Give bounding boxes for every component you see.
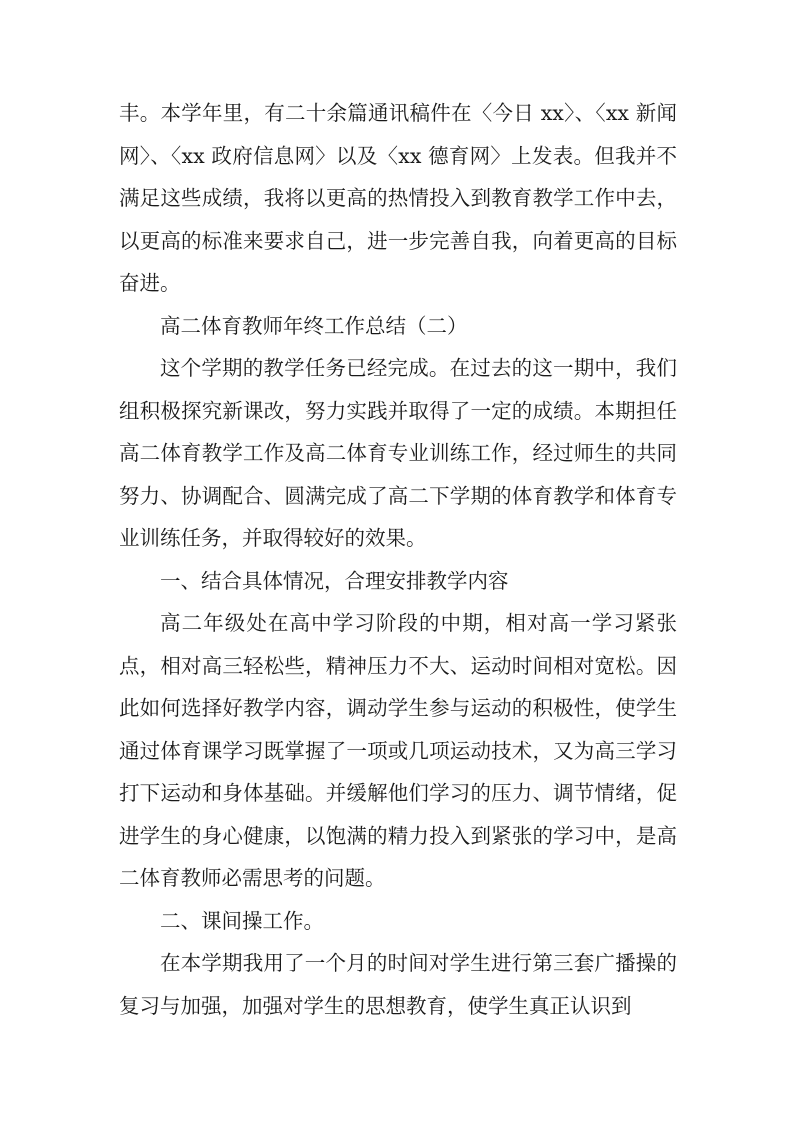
heading-teaching-content: 一、结合具体情况，合理安排教学内容 — [160, 568, 509, 593]
section-title: 高二体育教师年终工作总结（二） — [160, 313, 468, 338]
document-body — [119, 92, 677, 1027]
heading-break-exercise: 二、课间操工作。 — [160, 908, 324, 933]
paragraph-continuation: 丰。本学年里，有二十余篇通讯稿件在〈今日 xx〉、〈xx 新闻网〉、〈xx 政府信息网〉以及〈xx 德育网〉上发表。但我并不满足这些成绩，我将以更高的热情投入到教育教学工作中去，以更高的标准来要求自己，进一步完善自我，向着更高的目标奋进。 — [119, 101, 677, 295]
paragraph-break-exercise: 在本学期我用了一个月的时间对学生进行第三套广播操的复习与加强，加强对学生的思想教育，使学生真正认识到 — [119, 951, 677, 1018]
paragraph-teaching-content: 高二年级处在高中学习阶段的中期，相对高一学习紧张点，相对高三轻松些，精神压力不大、运动时间相对宽松。因此如何选择好教学内容，调动学生参与运动的积极性，使学生通过体育课学习既掌握了一项或几项运动技术，又为高三学习打下运动和身体基础。并缓解他们学习的压力、调节情绪，促进学生的身心健康，以饱满的精力投入到紧张的学习中，是高二体育教师必需思考的问题。 — [119, 611, 677, 890]
paragraph-intro: 这个学期的教学任务已经完成。在过去的这一期中，我们组积极探究新课改，努力实践并取得了一定的成绩。本期担任高二体育教学工作及高二体育专业训练工作，经过师生的共同努力、协调配合、圆满完成了高二下学期的体育教学和体育专业训练任务，并取得较好的效果。 — [119, 356, 677, 550]
